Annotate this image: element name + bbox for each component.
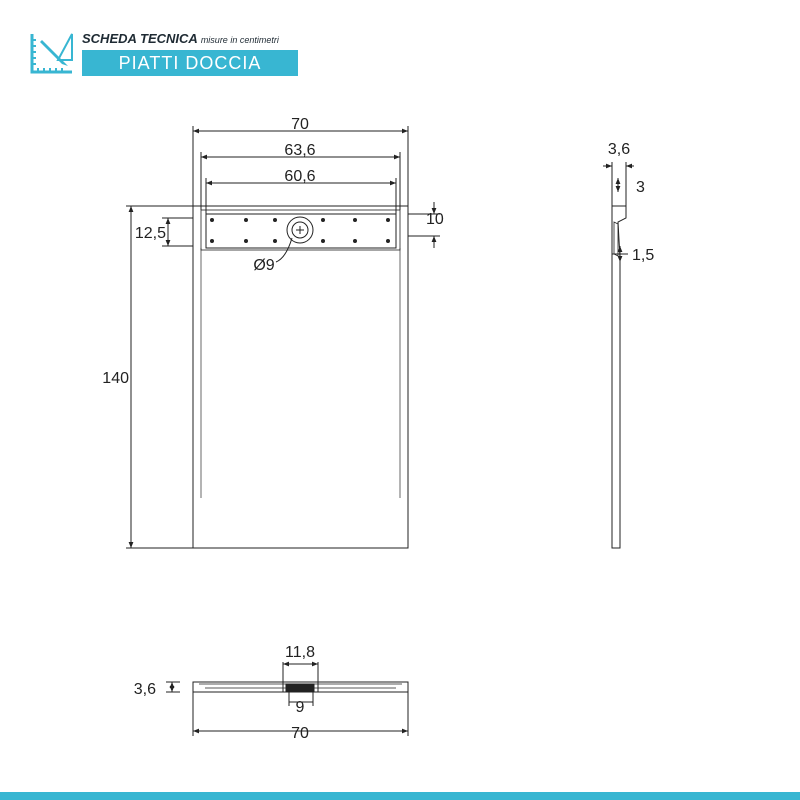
tray-outline	[193, 206, 408, 548]
footer-bar	[0, 792, 800, 800]
dim-length: 140	[102, 370, 129, 387]
dim-side-thickness: 3,6	[607, 141, 631, 158]
dim-drain-diameter: Ø9	[253, 257, 275, 274]
category-band: PIATTI DOCCIA	[82, 50, 298, 76]
side-view	[603, 162, 634, 548]
dim-inner-width: 63,6	[284, 142, 316, 159]
dim-side-step: 1,5	[632, 247, 655, 264]
dim-front-thickness: 3,6	[133, 681, 156, 698]
dim-grate-depth: 10	[426, 211, 444, 228]
dim-side-rim: 3	[636, 179, 645, 196]
front-drain	[286, 684, 314, 692]
dim-drain-hole: 9	[295, 699, 305, 716]
sheet-subtitle: misure in centimetri	[200, 35, 279, 45]
dim-overall-width: 70	[291, 116, 309, 133]
top-view	[126, 126, 440, 548]
front-view	[166, 662, 408, 736]
tray-inner-line	[201, 248, 400, 498]
sheet-title-main: SCHEDA TECNICA	[82, 31, 198, 46]
dim-grate-width: 60,6	[284, 168, 316, 185]
dim-front-width: 70	[291, 725, 309, 742]
dim-grate-offset: 12,5	[134, 225, 166, 242]
side-profile	[612, 206, 626, 548]
dim-drain-box: 11,8	[285, 644, 315, 661]
